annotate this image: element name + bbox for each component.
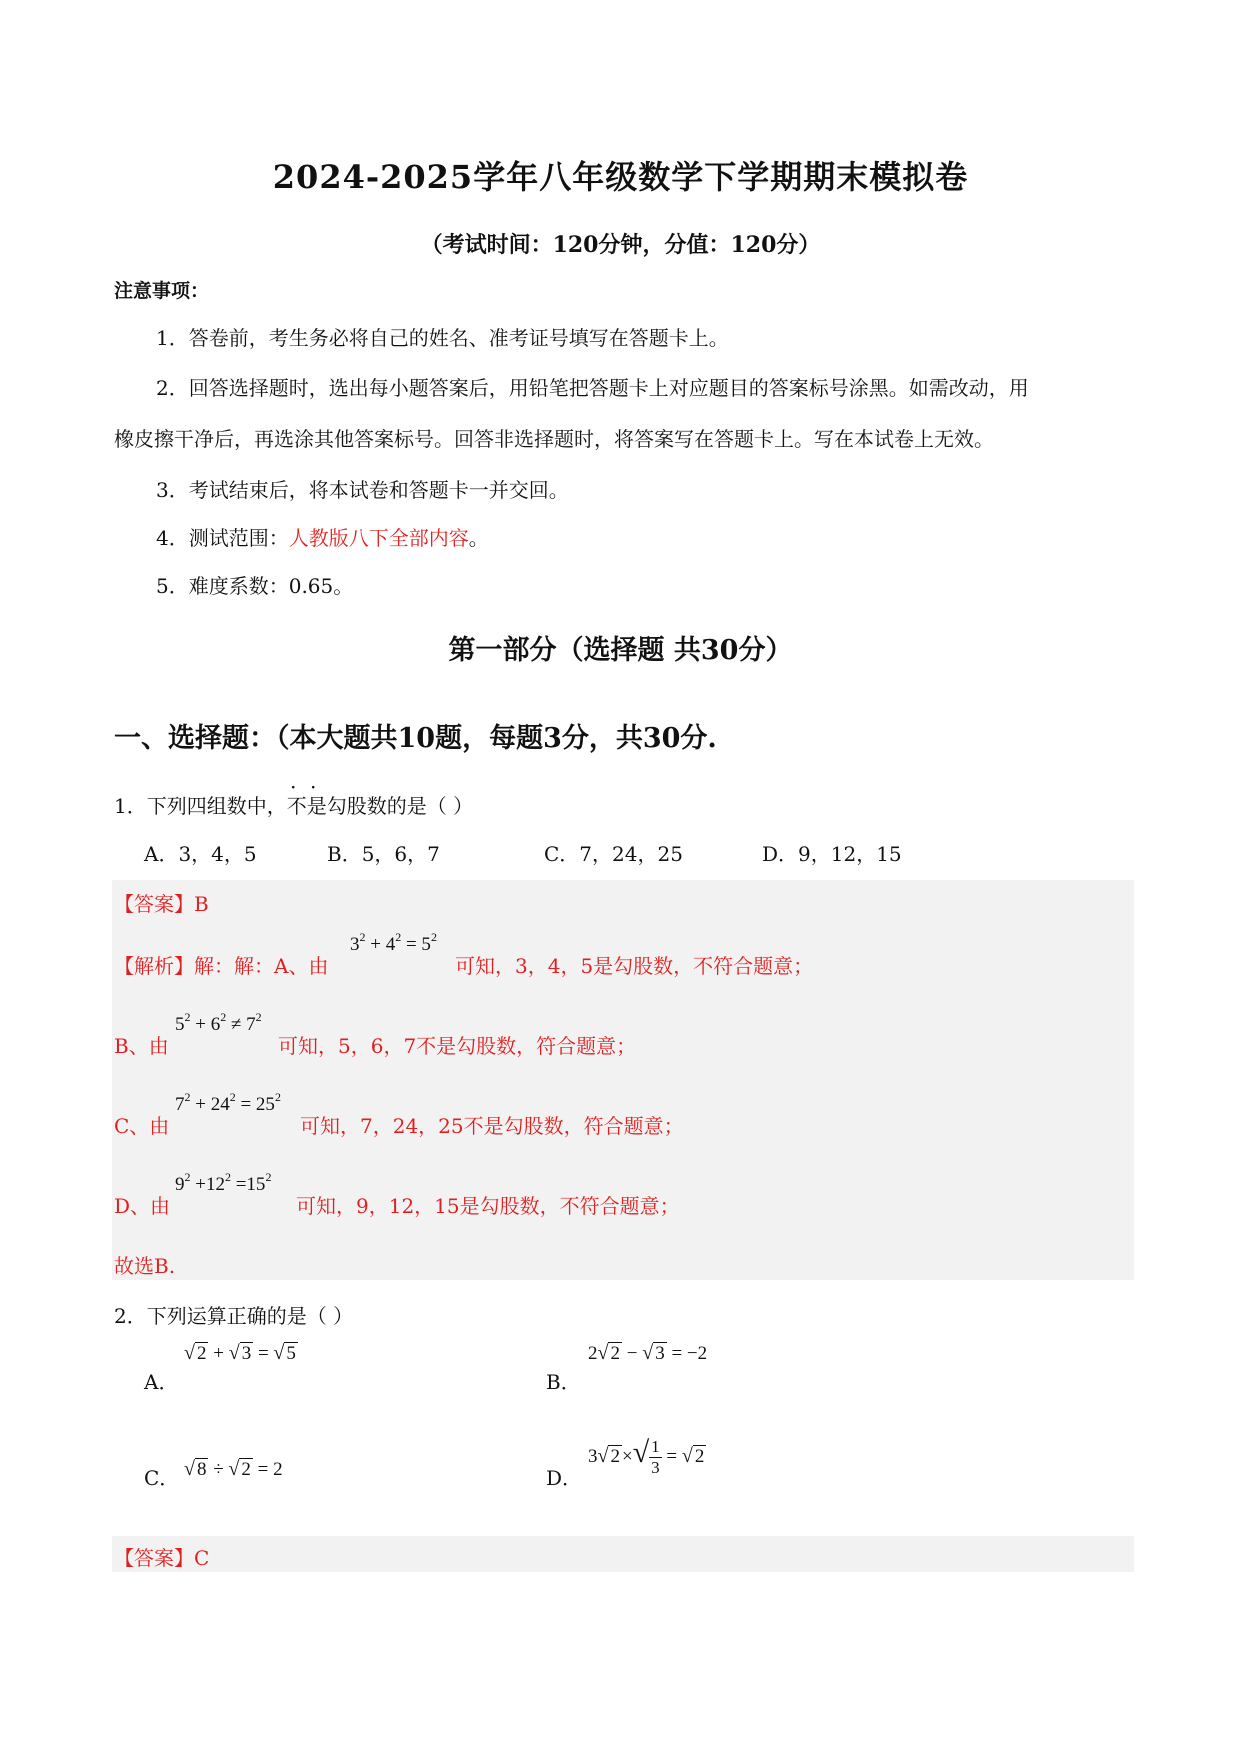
q1-stem-prefix: 1．下列四组数中， <box>114 794 287 818</box>
q1-option-c: C．7，24，25 <box>544 842 683 866</box>
q1-analysis-a: 【解析】解：解：A、由 <box>114 954 329 978</box>
q1-conclusion: 故选B. <box>114 1254 176 1278</box>
q2-option-d-label: D． <box>546 1466 583 1490</box>
notice-item-2: 2．回答选择题时，选出每小题答案后，用铅笔把答题卡上对应题目的答案标号涂黑。如需改动，用 <box>156 376 1029 400</box>
q1-analysis-b-prefix: B、由 <box>114 1034 169 1058</box>
q2-option-c-expr: √ 8 ÷ √ 2 = 2 <box>184 1458 283 1480</box>
q1-stem-suffix: 勾股数的是（ ） <box>326 794 474 818</box>
q2-stem: 2．下列运算正确的是（ ） <box>114 1304 354 1328</box>
notice-item-4-prefix: 4．测试范围： <box>156 526 289 550</box>
q2-option-a-expr: √ 2 + √ 3 = √ 5 <box>184 1342 296 1364</box>
q1-analysis-c-prefix: C、由 <box>114 1114 170 1138</box>
q1-stem <box>114 780 474 819</box>
q1-option-a: A．3，4，5 <box>144 842 257 866</box>
q2-answer: 【答案】C <box>114 1546 210 1570</box>
q1-analysis-c-text: 可知，7，24，25不是勾股数，符合题意； <box>300 1114 684 1138</box>
exam-title: 2024-2025学年八年级数学下学期期末模拟卷 <box>272 158 969 196</box>
q1-eq-c: $7^2 + 24^2 = 25^2$ <box>175 1090 281 1115</box>
q1-answer: 【答案】B <box>114 892 209 916</box>
q1-option-d: D．9，12，15 <box>762 842 902 866</box>
q1-analysis-b-text: 可知，5，6，7不是勾股数，符合题意； <box>278 1034 637 1058</box>
part-title: 第一部分（选择题 共30分） <box>448 635 793 666</box>
q1-eq-d: $9^2 +12^2 =15^2$ <box>175 1170 272 1195</box>
q1-eq-a: $3^2 + 4^2 = 5^2$ <box>350 930 437 955</box>
q2-answer-box <box>112 1536 1134 1572</box>
q2-option-a-label: A． <box>144 1370 179 1394</box>
notice-item-4 <box>156 522 489 551</box>
q1-analysis-a-text: 可知，3，4，5是勾股数，不符合题意； <box>455 954 814 978</box>
q1-eq-b: $5^2 + 6^2 \ne 7^2$ <box>175 1010 262 1035</box>
notice-item-5: 5．难度系数：0.65。 <box>156 574 354 598</box>
q1-option-b: B．5，6，7 <box>327 842 440 866</box>
q2-option-d-expr: 3√ 2 ×√ $\frac{1}{3}$ = √ 2 <box>588 1436 705 1478</box>
q2-option-b-expr: 2√ 2 − √ 3 = −2 <box>588 1342 708 1364</box>
q1-answer-box <box>112 880 1134 1280</box>
section-title: 一、选择题：（本大题共10题，每题3分，共30分. <box>114 723 717 754</box>
notice-item-4-suffix: 。 <box>468 526 489 550</box>
exam-subtitle: （考试时间：120分钟，分值：120分） <box>420 232 821 258</box>
notice-heading: 注意事项： <box>114 280 210 302</box>
notice-item-2-cont: 橡皮擦干净后，再选涂其他答案标号。回答非选择题时，将答案写在答题卡上。写在本试卷上无效。 <box>114 427 994 451</box>
q2-option-c-label: C． <box>144 1466 180 1490</box>
notice-item-3: 3．考试结束后，将本试卷和答题卡一并交回。 <box>156 478 569 502</box>
q1-emphasis: · · 不是 <box>286 780 327 818</box>
notice-item-1: 1．答卷前，考生务必将自己的姓名、准考证号填写在答题卡上。 <box>156 326 729 350</box>
q1-analysis-d-prefix: D、由 <box>114 1194 171 1218</box>
test-scope: 人教版八下全部内容 <box>288 526 469 550</box>
q1-analysis-d-text: 可知，9，12，15是勾股数，不符合题意； <box>296 1194 680 1218</box>
q2-option-b-label: B． <box>546 1370 581 1394</box>
